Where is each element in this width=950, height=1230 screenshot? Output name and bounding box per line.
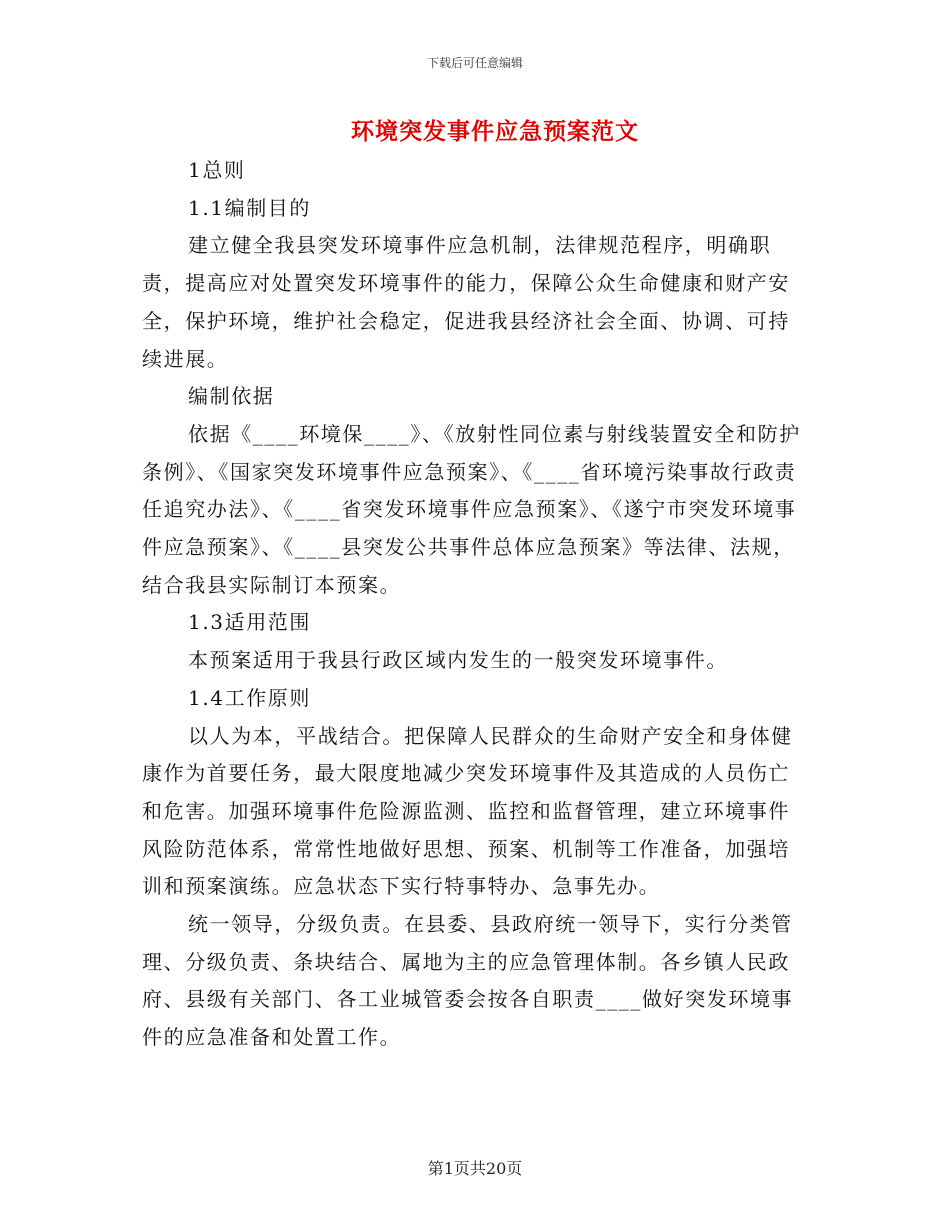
subsection-heading-purpose: 1.1编制目的 bbox=[188, 195, 312, 220]
subsection-heading-scope: 1.3适用范围 bbox=[188, 610, 312, 635]
section-heading-general: 1总则 bbox=[188, 158, 246, 182]
paragraph-principle-leadership: 统一领导，分级负责。在县委、县政府统一领导下，实行分类管理、分级负责、条块结合、属地为主的应急管理体制。各乡镇人民政府、县级有关部门、各工业城管委会按各自职责____做好突发环境事件的应急准备和处置工作。 bbox=[142, 912, 794, 1050]
paragraph-scope: 本预案适用于我县行政区域内发生的一般突发环境事件。 bbox=[188, 648, 728, 673]
subsection-heading-principles: 1.4工作原则 bbox=[188, 685, 312, 710]
document-title: 环境突发事件应急预案范文 bbox=[351, 118, 639, 145]
subsection-heading-basis: 编制依据 bbox=[188, 384, 275, 409]
document-body bbox=[142, 152, 804, 1057]
paragraph-principle-people: 以人为本，平战结合。把保障人民群众的生命财产安全和身体健康作为首要任务，最大限度地减少突发环境事件及其造成的人员伤亡和危害。加强环境事件危险源监测、监控和监督管理，建立环境事件风险防范体系，常常性地做好思想、预案、机制等工作准备，加强培训和预案演练。应急状态下实行特事特办、急事先办。 bbox=[142, 723, 793, 899]
paragraph-purpose: 建立健全我县突发环境事件应急机制，法律规范程序，明确职责，提高应对处置突发环境事件的能力，保障公众生命健康和财产安全，保护环境，维护社会稳定，促进我县经济社会全面、协调、可持续进展。 bbox=[142, 233, 790, 371]
paragraph-basis: 依据《____环境保____》、《放射性同位素与射线装置安全和防护条例》、《国家突发环境事件应急预案》、《____省环境污染事故行政责任追究办法》、《____省突发环境事件应急预案》、《遂宁市突发环境事件应急预案》、《____县突发公共事件总体应急预案》等法律、法规，结合我县实际制订本预案。 bbox=[142, 421, 801, 597]
page-number: 第1页共20页 bbox=[427, 1159, 523, 1178]
header-note: 下载后可任意编辑 bbox=[426, 56, 523, 70]
